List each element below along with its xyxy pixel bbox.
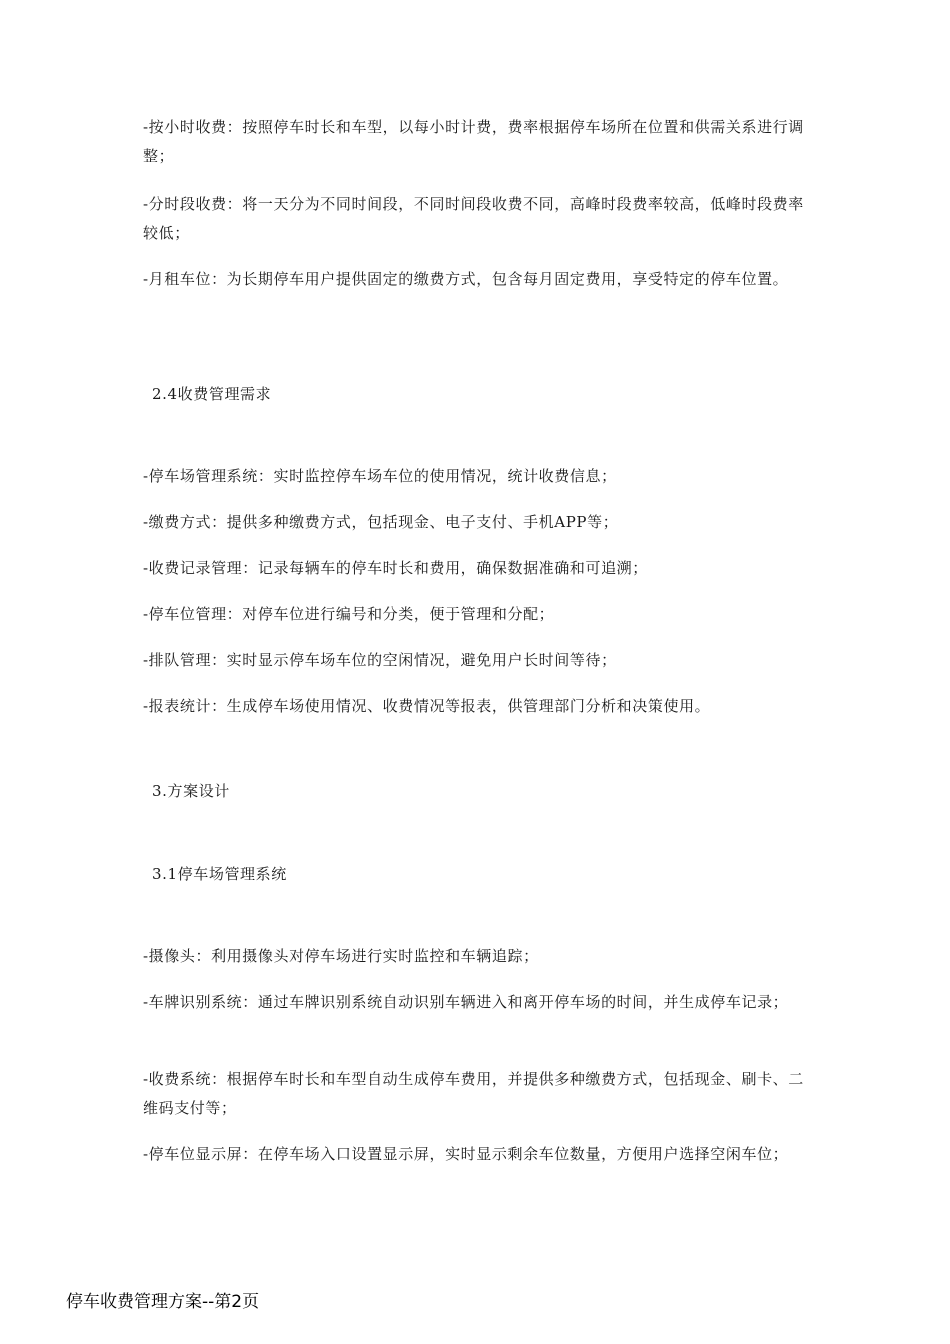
paragraph-queue-management: -排队管理：实时显示停车场车位的空闲情况，避免用户长时间等待； — [143, 651, 617, 669]
paragraph-plate-recognition: -车牌识别系统：通过车牌识别系统自动识别车辆进入和离开停车场的时间，并生成停车记录； — [143, 993, 789, 1011]
paragraph-payment-methods: -缴费方式：提供多种缴费方式，包括现金、电子支付、手机APP等； — [143, 513, 619, 531]
paragraph-report-statistics: -报表统计：生成停车场使用情况、收费情况等报表，供管理部门分析和决策使用。 — [143, 697, 711, 715]
paragraph-monthly-rental: -月租车位：为长期停车用户提供固定的缴费方式，包含每月固定费用，享受特定的停车位置。 — [143, 270, 789, 288]
paragraph-fee-records: -收费记录管理：记录每辆车的停车时长和费用，确保数据准确和可追溯； — [143, 559, 648, 577]
paragraph-hourly-rate: -按小时收费：按照停车时长和车型，以每小时计费，费率根据停车场所在位置和供需关系进行调整； — [143, 118, 804, 165]
paragraph-space-management: -停车位管理：对停车位进行编号和分类，便于管理和分配； — [143, 605, 555, 623]
paragraph-space-display: -停车位显示屏：在停车场入口设置显示屏，实时显示剩余车位数量，方便用户选择空闲车位； — [143, 1145, 789, 1163]
heading-2-4: 2.4收费管理需求 — [152, 385, 272, 403]
paragraph-time-period-rate: -分时段收费：将一天分为不同时间段，不同时间段收费不同，高峰时段费率较高，低峰时段费率较低； — [143, 195, 804, 242]
heading-3: 3.方案设计 — [152, 782, 230, 800]
paragraph-camera: -摄像头：利用摄像头对停车场进行实时监控和车辆追踪； — [143, 947, 539, 965]
paragraph-charging-system: -收费系统：根据停车时长和车型自动生成停车费用，并提供多种缴费方式，包括现金、刷卡、二维码支付等； — [143, 1070, 804, 1117]
page-footer: 停车收费管理方案--第2页 — [66, 1292, 260, 1312]
paragraph-management-system: -停车场管理系统：实时监控停车场车位的使用情况，统计收费信息； — [143, 467, 617, 485]
heading-3-1: 3.1停车场管理系统 — [152, 865, 287, 883]
